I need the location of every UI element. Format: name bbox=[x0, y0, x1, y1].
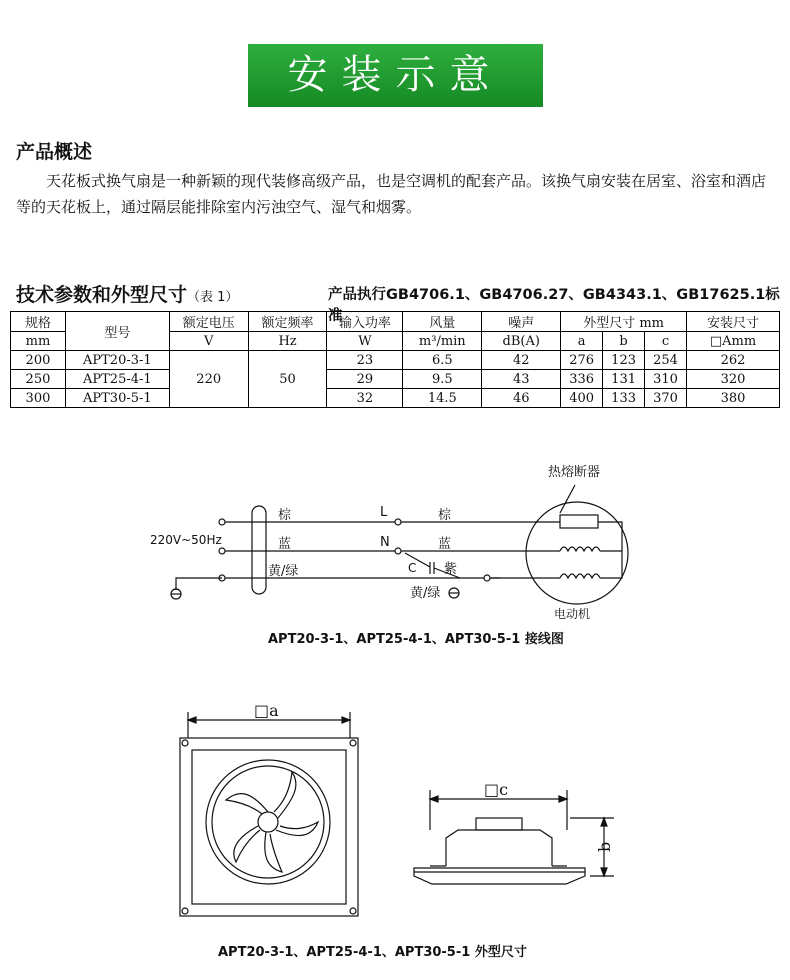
cell-a: 400 bbox=[561, 389, 603, 408]
label-yg-right: 黄/绿 bbox=[410, 586, 441, 601]
label-dim-b: b bbox=[595, 841, 614, 852]
cell-power: 23 bbox=[327, 351, 403, 370]
th-size: 规格 bbox=[11, 312, 66, 332]
standard-note: 产品执行GB4706.1、GB4706.27、GB4343.1、GB17625.1标准 bbox=[328, 287, 780, 324]
label-supply: 220V~50Hz bbox=[150, 533, 222, 547]
cell-airflow: 14.5 bbox=[403, 389, 482, 408]
th-power: 输入功率 bbox=[327, 312, 403, 332]
cell-model: APT25-4-1 bbox=[65, 370, 169, 389]
th-size-unit: mm bbox=[11, 332, 66, 351]
fan-ring bbox=[206, 760, 330, 884]
cell-airflow: 9.5 bbox=[403, 370, 482, 389]
label-purple: 紫 bbox=[444, 562, 458, 577]
th-dims: 外型尺寸 mm bbox=[561, 312, 687, 332]
fan-inner-frame bbox=[192, 750, 346, 904]
cell-b: 131 bbox=[603, 370, 645, 389]
overview-text: 天花板式换气扇是一种新颖的现代装修高级产品，也是空调机的配套产品。该换气扇安装在居室、浴室和酒店等的天花板上，通过隔层能排除室内污浊空气、湿气和烟雾。 bbox=[16, 172, 767, 216]
cell-power: 32 bbox=[327, 389, 403, 408]
side-housing bbox=[446, 830, 552, 866]
cell-install: 262 bbox=[687, 351, 780, 370]
th-noise-unit: dB(A) bbox=[482, 332, 561, 351]
cell-install: 380 bbox=[687, 389, 780, 408]
th-c: c bbox=[645, 332, 687, 351]
table-note: （表 1） bbox=[187, 290, 239, 305]
label-yg-left: 黄/绿 bbox=[268, 564, 299, 579]
th-voltage: 额定电压 bbox=[169, 312, 248, 332]
cell-power: 29 bbox=[327, 370, 403, 389]
th-power-unit: W bbox=[327, 332, 403, 351]
screw-icon bbox=[350, 740, 356, 746]
wiring-caption: APT20-3-1、APT25-4-1、APT30-5-1 接线图 bbox=[268, 632, 564, 647]
label-brown-right: 棕 bbox=[438, 508, 452, 523]
th-noise: 噪声 bbox=[482, 312, 561, 332]
fan-hub bbox=[258, 812, 278, 832]
screw-icon bbox=[182, 740, 188, 746]
th-b: b bbox=[603, 332, 645, 351]
screw-icon bbox=[350, 908, 356, 914]
outline-caption: APT20-3-1、APT25-4-1、APT30-5-1 外型尺寸 bbox=[218, 945, 527, 960]
th-a: a bbox=[561, 332, 603, 351]
th-install: 安装尺寸 bbox=[687, 312, 780, 332]
th-freq-unit: Hz bbox=[248, 332, 327, 351]
label-motor: 电动机 bbox=[554, 607, 591, 621]
cell-noise: 43 bbox=[482, 370, 561, 389]
cell-install: 320 bbox=[687, 370, 780, 389]
cell-size: 300 bbox=[11, 389, 66, 408]
cell-b: 133 bbox=[603, 389, 645, 408]
label-dim-a: □a bbox=[254, 701, 279, 720]
label-fuse: 热熔断器 bbox=[548, 465, 601, 480]
th-voltage-unit: V bbox=[169, 332, 248, 351]
cell-a: 276 bbox=[561, 351, 603, 370]
th-install-unit: □Amm bbox=[687, 332, 780, 351]
cell-freq: 50 bbox=[248, 351, 327, 408]
spec-heading-text: 技术参数和外型尺寸 bbox=[16, 284, 188, 306]
label-blue-right: 蓝 bbox=[438, 537, 452, 552]
screw-icon bbox=[182, 908, 188, 914]
cell-voltage: 220 bbox=[169, 351, 248, 408]
cell-c: 370 bbox=[645, 389, 687, 408]
cell-c: 310 bbox=[645, 370, 687, 389]
cell-b: 123 bbox=[603, 351, 645, 370]
label-blue-left: 蓝 bbox=[278, 537, 292, 552]
label-C: C bbox=[408, 561, 417, 575]
cell-model: APT30-5-1 bbox=[65, 389, 169, 408]
fan-blades-icon bbox=[226, 772, 318, 872]
label-dim-c: □c bbox=[484, 780, 509, 799]
section-banner: 安装示意 bbox=[248, 44, 543, 107]
overview-heading: 产品概述 bbox=[16, 141, 93, 163]
label-brown-left: 棕 bbox=[278, 508, 292, 523]
cell-noise: 46 bbox=[482, 389, 561, 408]
cell-airflow: 6.5 bbox=[403, 351, 482, 370]
th-freq: 额定频率 bbox=[248, 312, 327, 332]
th-airflow-unit: m³/min bbox=[403, 332, 482, 351]
label-L: L bbox=[380, 505, 388, 520]
cell-noise: 42 bbox=[482, 351, 561, 370]
cell-size: 200 bbox=[11, 351, 66, 370]
th-model: 型号 bbox=[65, 312, 169, 351]
cell-size: 250 bbox=[11, 370, 66, 389]
cell-model: APT20-3-1 bbox=[65, 351, 169, 370]
cell-c: 254 bbox=[645, 351, 687, 370]
side-motor-top bbox=[476, 818, 522, 830]
cell-a: 336 bbox=[561, 370, 603, 389]
th-airflow: 风量 bbox=[403, 312, 482, 332]
side-base bbox=[414, 868, 585, 884]
label-N: N bbox=[380, 535, 390, 550]
